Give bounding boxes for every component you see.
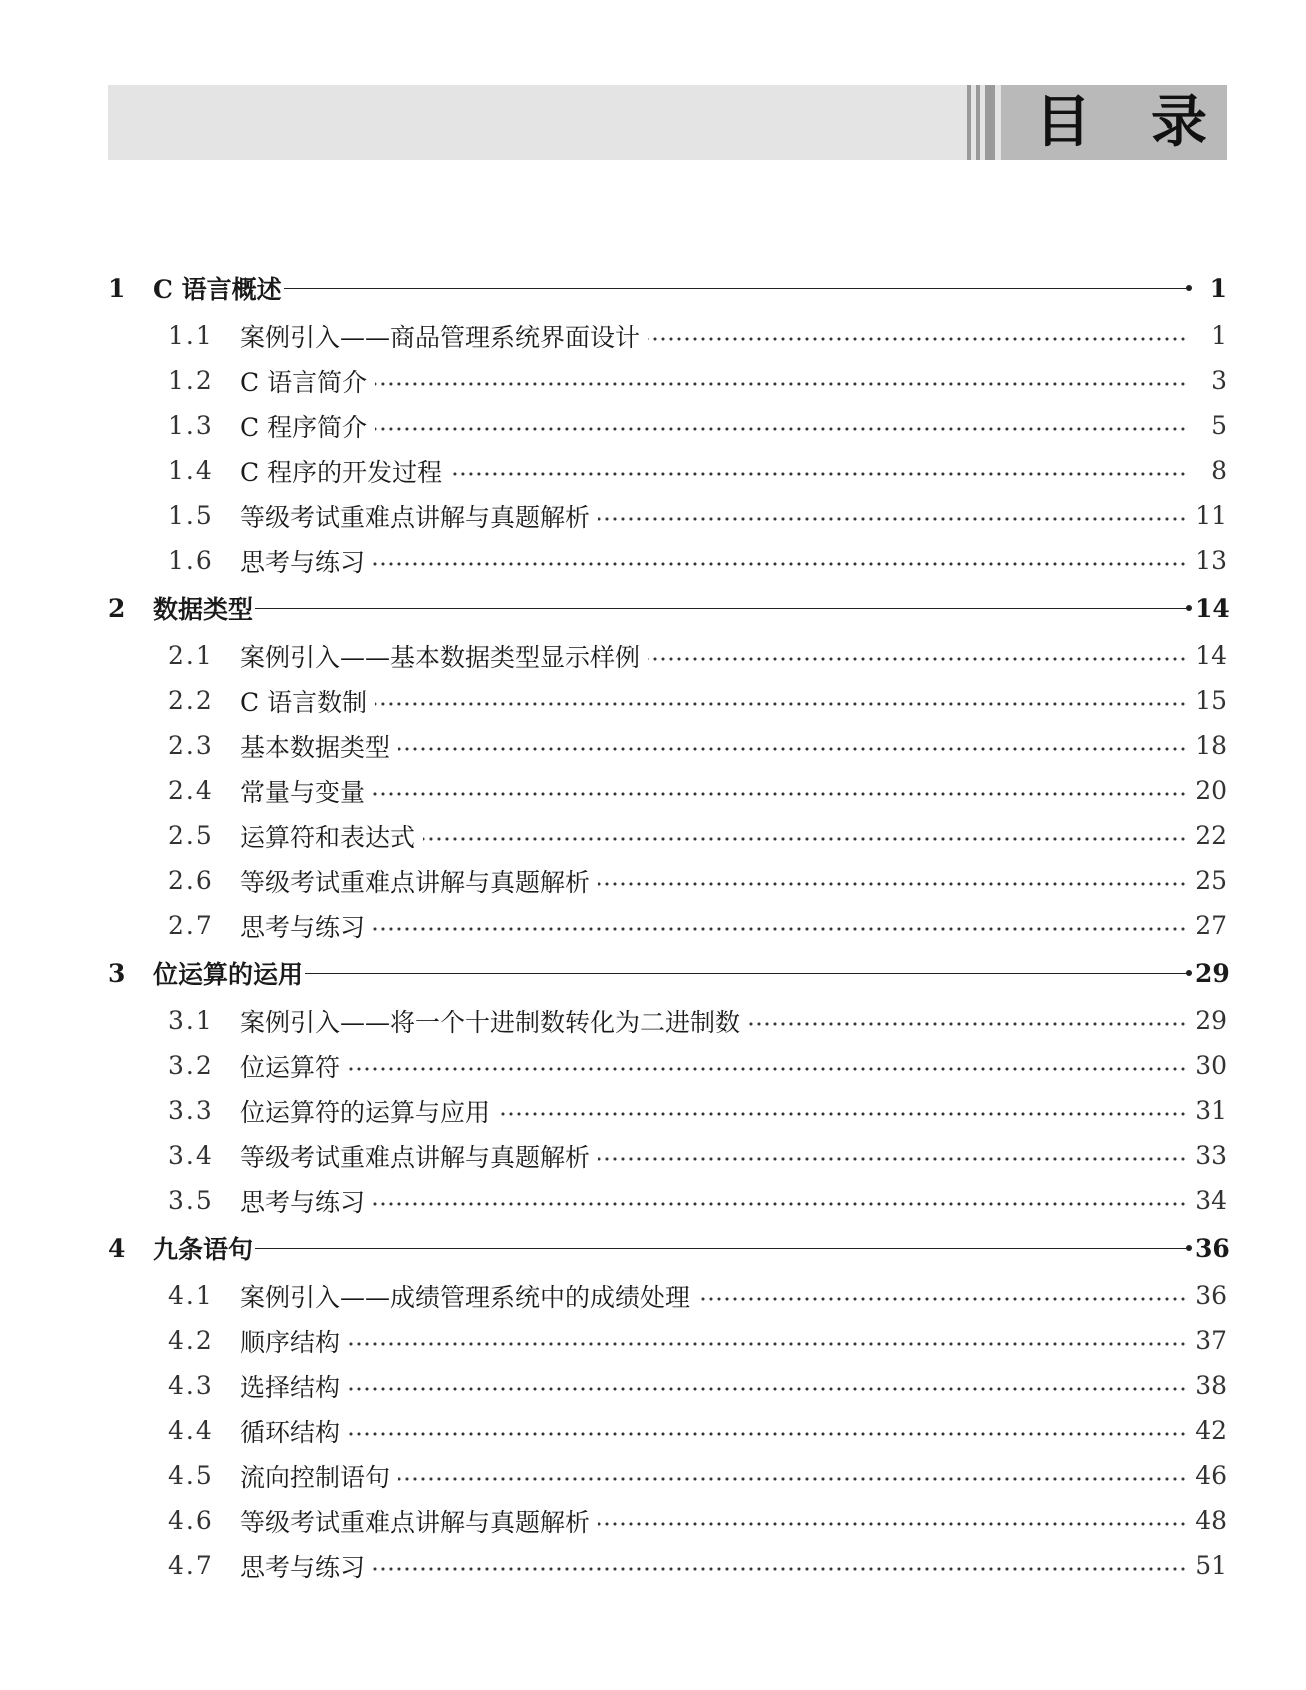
toc-section-row[interactable] — [108, 1178, 1227, 1223]
section-number: 1.1 — [168, 321, 214, 350]
chapter-leader-line — [255, 608, 1189, 609]
section-page-number: 3 — [1211, 366, 1227, 395]
section-page-number: 25 — [1195, 866, 1227, 895]
section-page-number: 11 — [1195, 501, 1227, 530]
section-title: 循环结构 — [240, 1417, 341, 1447]
toc-section-row[interactable] — [108, 1498, 1227, 1543]
table-of-contents — [108, 263, 1230, 1588]
section-dot-leader — [373, 927, 1187, 931]
chapter-number: 3 — [108, 958, 126, 988]
chapter-leader-line — [305, 973, 1189, 974]
section-dot-leader — [373, 562, 1187, 566]
section-title: 位运算符的运算与应用 — [240, 1097, 491, 1127]
section-number: 2.7 — [168, 911, 214, 940]
section-dot-leader — [398, 1477, 1187, 1481]
chapter-page-number: 1 — [1209, 273, 1227, 303]
section-dot-leader — [398, 747, 1187, 751]
section-dot-leader — [598, 1522, 1187, 1526]
section-dot-leader — [375, 382, 1187, 386]
section-number: 3.1 — [168, 1006, 214, 1035]
section-title: 顺序结构 — [240, 1327, 341, 1357]
toc-chapter-row[interactable] — [108, 263, 1227, 313]
toc-section-row[interactable] — [108, 903, 1227, 948]
chapter-title: 位运算的运用 — [153, 960, 304, 989]
section-page-number: 13 — [1195, 546, 1227, 575]
section-title: 常量与变量 — [240, 777, 366, 807]
page-title-char-1: 目 — [1035, 89, 1091, 155]
chapter-page-number: 14 — [1195, 593, 1230, 623]
page-title-char-2: 录 — [1151, 89, 1207, 155]
section-number: 2.6 — [168, 866, 214, 895]
section-page-number: 36 — [1195, 1281, 1227, 1310]
chapter-leader-line — [255, 1248, 1189, 1249]
section-title: 案例引入——商品管理系统界面设计 — [240, 322, 641, 352]
section-title: 等级考试重难点讲解与真题解析 — [240, 1507, 591, 1537]
chapter-number: 2 — [108, 593, 126, 623]
toc-chapter-row[interactable] — [108, 1223, 1230, 1273]
section-title: 案例引入——将一个十进制数转化为二进制数 — [240, 1007, 741, 1037]
section-title: 流向控制语句 — [240, 1462, 391, 1492]
header-banner — [108, 85, 1227, 160]
section-page-number: 1 — [1211, 321, 1227, 350]
section-dot-leader — [373, 1202, 1187, 1206]
toc-section-row[interactable] — [108, 1453, 1227, 1498]
banner-stripe — [967, 85, 971, 160]
section-dot-leader — [375, 702, 1187, 706]
section-title: 思考与练习 — [240, 547, 366, 577]
section-page-number: 18 — [1195, 731, 1227, 760]
section-title: 基本数据类型 — [240, 732, 391, 762]
title-box — [1001, 85, 1227, 160]
section-title: 思考与练习 — [240, 1552, 366, 1582]
toc-section-row[interactable] — [108, 768, 1227, 813]
section-dot-leader — [598, 1157, 1187, 1161]
section-number: 1.6 — [168, 546, 214, 575]
section-page-number: 22 — [1195, 821, 1227, 850]
toc-section-row[interactable] — [108, 313, 1227, 358]
section-dot-leader — [348, 1432, 1187, 1436]
section-page-number: 42 — [1195, 1416, 1227, 1445]
chapter-title: 数据类型 — [153, 595, 254, 624]
section-dot-leader — [748, 1022, 1187, 1026]
section-title: 案例引入——成绩管理系统中的成绩处理 — [240, 1282, 691, 1312]
toc-section-row[interactable] — [108, 1543, 1227, 1588]
section-number: 2.4 — [168, 776, 214, 805]
section-title: C 程序简介 — [240, 412, 368, 442]
chapter-title: C 语言概述 — [153, 275, 282, 304]
section-dot-leader — [450, 472, 1187, 476]
section-number: 3.2 — [168, 1051, 214, 1080]
section-number: 2.1 — [168, 641, 214, 670]
section-dot-leader — [373, 1567, 1187, 1571]
chapter-page-number: 36 — [1195, 1233, 1230, 1263]
chapter-page-number: 29 — [1195, 958, 1230, 988]
section-dot-leader — [348, 1342, 1187, 1346]
toc-chapter-row[interactable] — [108, 583, 1230, 633]
section-page-number: 48 — [1195, 1506, 1227, 1535]
section-number: 3.5 — [168, 1186, 214, 1215]
section-title: 位运算符 — [240, 1052, 341, 1082]
banner-stripe — [985, 85, 995, 160]
section-number: 1.3 — [168, 411, 214, 440]
section-number: 4.2 — [168, 1326, 214, 1355]
section-page-number: 29 — [1195, 1006, 1227, 1035]
toc-section-row[interactable] — [108, 1273, 1227, 1318]
section-number: 2.2 — [168, 686, 214, 715]
section-number: 4.6 — [168, 1506, 214, 1535]
toc-section-row[interactable] — [108, 1318, 1227, 1363]
section-dot-leader — [373, 792, 1187, 796]
section-dot-leader — [598, 882, 1187, 886]
section-page-number: 15 — [1195, 686, 1227, 715]
toc-section-row[interactable] — [108, 1133, 1227, 1178]
section-title: 选择结构 — [240, 1372, 341, 1402]
section-number: 4.1 — [168, 1281, 214, 1310]
section-title: C 语言数制 — [240, 687, 368, 717]
section-dot-leader — [598, 517, 1187, 521]
banner-stripe — [976, 85, 980, 160]
section-dot-leader — [648, 337, 1187, 341]
toc-section-row[interactable] — [108, 1088, 1227, 1133]
section-number: 3.3 — [168, 1096, 214, 1125]
toc-section-row[interactable] — [108, 448, 1227, 493]
section-page-number: 14 — [1195, 641, 1227, 670]
section-number: 2.5 — [168, 821, 214, 850]
section-number: 1.2 — [168, 366, 214, 395]
toc-section-row[interactable] — [108, 403, 1227, 448]
toc-section-row[interactable] — [108, 998, 1227, 1043]
section-dot-leader — [375, 427, 1187, 431]
chapter-number: 1 — [108, 273, 126, 303]
toc-section-row[interactable] — [108, 1408, 1227, 1453]
section-number: 4.7 — [168, 1551, 214, 1580]
section-number: 3.4 — [168, 1141, 214, 1170]
section-title: 运算符和表达式 — [240, 822, 416, 852]
section-page-number: 8 — [1211, 456, 1227, 485]
toc-section-row[interactable] — [108, 1043, 1227, 1088]
toc-chapter-row[interactable] — [108, 948, 1230, 998]
chapter-number: 4 — [108, 1233, 126, 1263]
toc-section-row[interactable] — [108, 1363, 1227, 1408]
section-page-number: 38 — [1195, 1371, 1227, 1400]
section-page-number: 27 — [1195, 911, 1227, 940]
section-page-number: 34 — [1195, 1186, 1227, 1215]
section-title: 思考与练习 — [240, 912, 366, 942]
section-dot-leader — [648, 657, 1187, 661]
section-number: 4.4 — [168, 1416, 214, 1445]
toc-section-row[interactable] — [108, 723, 1227, 768]
section-page-number: 37 — [1195, 1326, 1227, 1355]
section-number: 1.4 — [168, 456, 214, 485]
section-number: 1.5 — [168, 501, 214, 530]
toc-section-row[interactable] — [108, 858, 1227, 903]
section-title: 等级考试重难点讲解与真题解析 — [240, 867, 591, 897]
section-page-number: 46 — [1195, 1461, 1227, 1490]
section-page-number: 20 — [1195, 776, 1227, 805]
section-page-number: 5 — [1211, 411, 1227, 440]
chapter-title: 九条语句 — [153, 1235, 254, 1264]
section-page-number: 51 — [1195, 1551, 1227, 1580]
section-page-number: 31 — [1195, 1096, 1227, 1125]
toc-section-row[interactable] — [108, 813, 1227, 858]
toc-section-row[interactable] — [108, 633, 1227, 678]
section-title: 思考与练习 — [240, 1187, 366, 1217]
section-title: C 语言简介 — [240, 367, 368, 397]
section-title: 案例引入——基本数据类型显示样例 — [240, 642, 641, 672]
section-page-number: 33 — [1195, 1141, 1227, 1170]
section-number: 4.5 — [168, 1461, 214, 1490]
section-number: 2.3 — [168, 731, 214, 760]
section-number: 4.3 — [168, 1371, 214, 1400]
section-dot-leader — [698, 1297, 1187, 1301]
toc-section-row[interactable] — [108, 358, 1227, 403]
toc-section-row[interactable] — [108, 538, 1227, 583]
toc-section-row[interactable] — [108, 493, 1227, 538]
section-dot-leader — [498, 1112, 1187, 1116]
section-dot-leader — [348, 1067, 1187, 1071]
toc-section-row[interactable] — [108, 678, 1227, 723]
section-title: C 程序的开发过程 — [240, 457, 443, 487]
section-title: 等级考试重难点讲解与真题解析 — [240, 1142, 591, 1172]
section-dot-leader — [423, 837, 1187, 841]
section-title: 等级考试重难点讲解与真题解析 — [240, 502, 591, 532]
chapter-leader-line — [284, 288, 1189, 289]
section-dot-leader — [348, 1387, 1187, 1391]
section-page-number: 30 — [1195, 1051, 1227, 1080]
